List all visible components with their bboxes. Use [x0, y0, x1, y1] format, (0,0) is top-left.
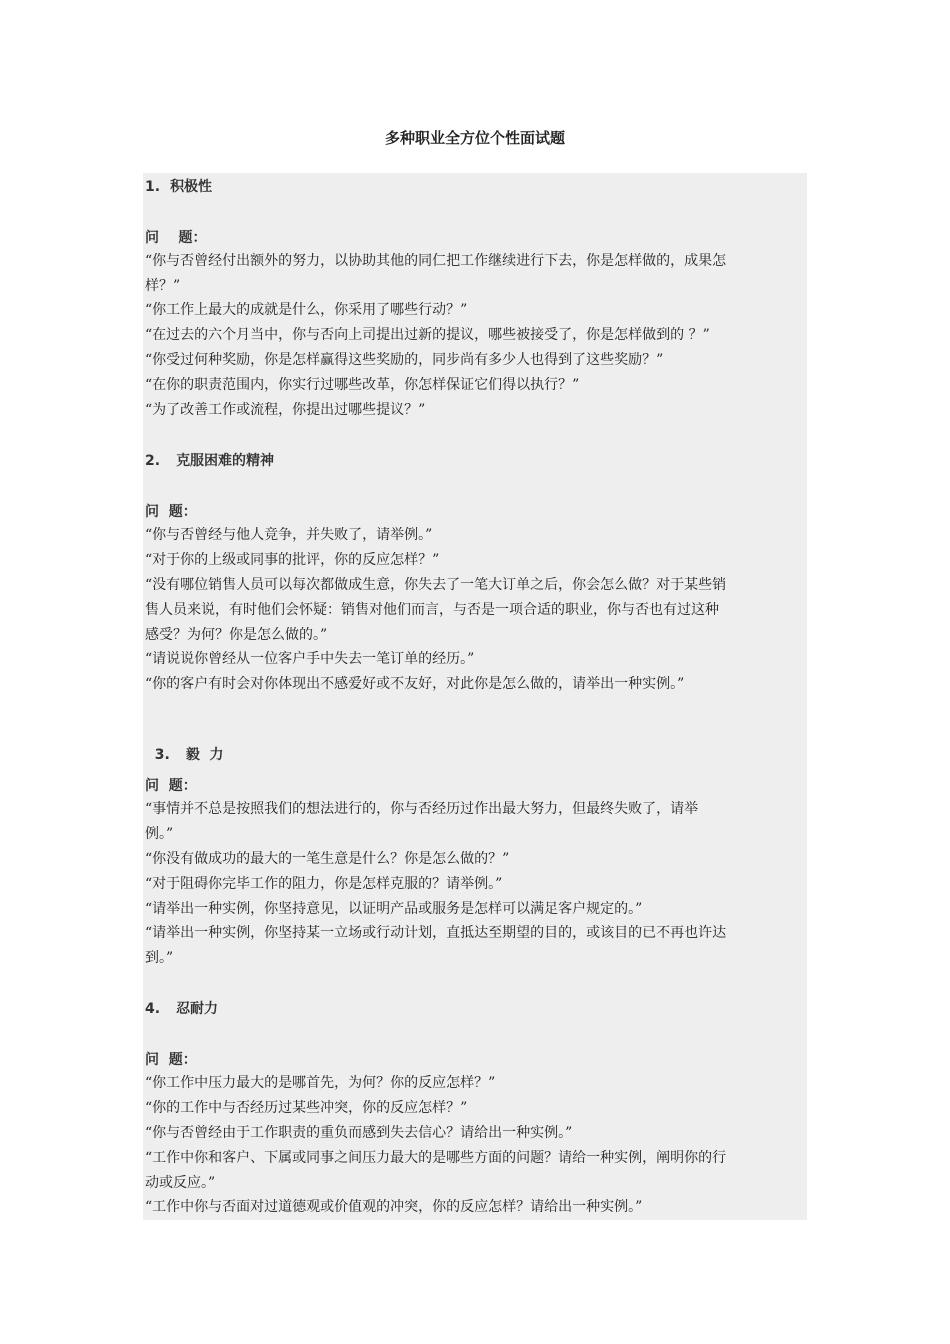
question-line: “在你的职责范围内，你实行过哪些改革，你怎样保证它们得以执行？” [145, 377, 580, 393]
question-line: “你的工作中与否经历过某些冲突，你的反应怎样？” [145, 1100, 468, 1116]
question-line: “对于阻碍你完毕工作的阻力，你是怎样克服的？请举例。” [145, 876, 503, 892]
question-line: “你与否曾经与他人竞争，并失败了，请举例。” [145, 527, 433, 543]
question-line: “请举出一种实例，你坚持意见，以证明产品或服务是怎样可以满足客户规定的。” [145, 901, 643, 917]
document-title: 多种职业全方位个性面试题 [384, 129, 565, 147]
section-number: 4. [145, 1001, 161, 1017]
section-heading-3 [145, 725, 224, 765]
section-number: 1. [145, 179, 161, 195]
question-line: “你没有做成功的最大的一笔生意是什么？你是怎么做的？” [145, 851, 510, 867]
question-line: “你受过何种奖励，你是怎样赢得这些奖励的，同步尚有多少人也得到了这些奖励？” [145, 352, 664, 368]
question-line: “你与否曾经由于工作职责的重负而感到失去信心？请给出一种实例。” [145, 1125, 573, 1141]
question-line: 例。” [145, 826, 174, 842]
question-label: 问 题： [145, 1052, 197, 1068]
section-title: 忍耐力 [176, 1001, 219, 1017]
question-line: 售人员来说，有时他们会怀疑：销售对他们而言，与否是一项合适的职业，你与否也有过这种 [145, 602, 719, 618]
question-line: “请说说你曾经从一位客户手中失去一笔订单的经历。” [145, 651, 475, 667]
question-line: 到。” [145, 950, 174, 966]
question-line: “对于你的上级或同事的批评，你的反应怎样？” [145, 552, 440, 568]
section-heading-4 [145, 999, 218, 1019]
question-line: 感受？为何？你是怎么做的。” [145, 627, 328, 643]
question-line: “工作中你与否面对过道德观或价值观的冲突，你的反应怎样？请给出一种实例。” [145, 1199, 643, 1215]
section-title: 积极性 [170, 179, 213, 195]
question-line: “你工作上最大的成就是什么，你采用了哪些行动？” [145, 302, 468, 318]
question-line: “没有哪位销售人员可以每次都做成生意，你失去了一笔大订单之后，你会怎么做？对于某些销 [145, 577, 727, 593]
question-label: 问 题： [145, 778, 197, 794]
question-line: “工作中你和客户、下属或同事之间压力最大的是哪些方面的问题？请给一种实例，阐明你的行 [145, 1150, 727, 1166]
question-line: “请举出一种实例，你坚持某一立场或行动计划，直抵达至期望的目的，或该目的已不再也许达 [145, 925, 727, 941]
question-line: 样？” [145, 278, 181, 294]
question-label: 问 题： [145, 230, 207, 246]
section-number: 3. [154, 747, 170, 763]
question-line: “你的客户有时会对你体现出不感爱好或不友好，对此你是怎么做的，请举出一种实例。” [145, 676, 685, 692]
question-line: “为了改善工作或流程，你提出过哪些提议？” [145, 402, 426, 418]
section-title: 克服困难的精神 [176, 453, 275, 469]
section-heading-2 [145, 451, 274, 471]
question-label: 问 题： [145, 504, 197, 520]
section-title: 毅 力 [185, 747, 224, 763]
question-line: “你与否曾经付出额外的努力，以协助其他的同仁把工作继续进行下去，你是怎样做的，成果怎 [145, 253, 727, 269]
question-line: 动或反应。” [145, 1175, 216, 1191]
section-heading-1 [145, 177, 212, 197]
question-line: “事情并不总是按照我们的想法进行的，你与否经历过作出最大努力，但最终失败了，请举 [145, 801, 699, 817]
question-line: “你工作中压力最大的是哪首先，为何？你的反应怎样？” [145, 1075, 496, 1091]
section-number: 2. [145, 453, 161, 469]
question-line: “在过去的六个月当中，你与否向上司提出过新的提议，哪些被接受了，你是怎样做到的 ？” [145, 327, 710, 343]
